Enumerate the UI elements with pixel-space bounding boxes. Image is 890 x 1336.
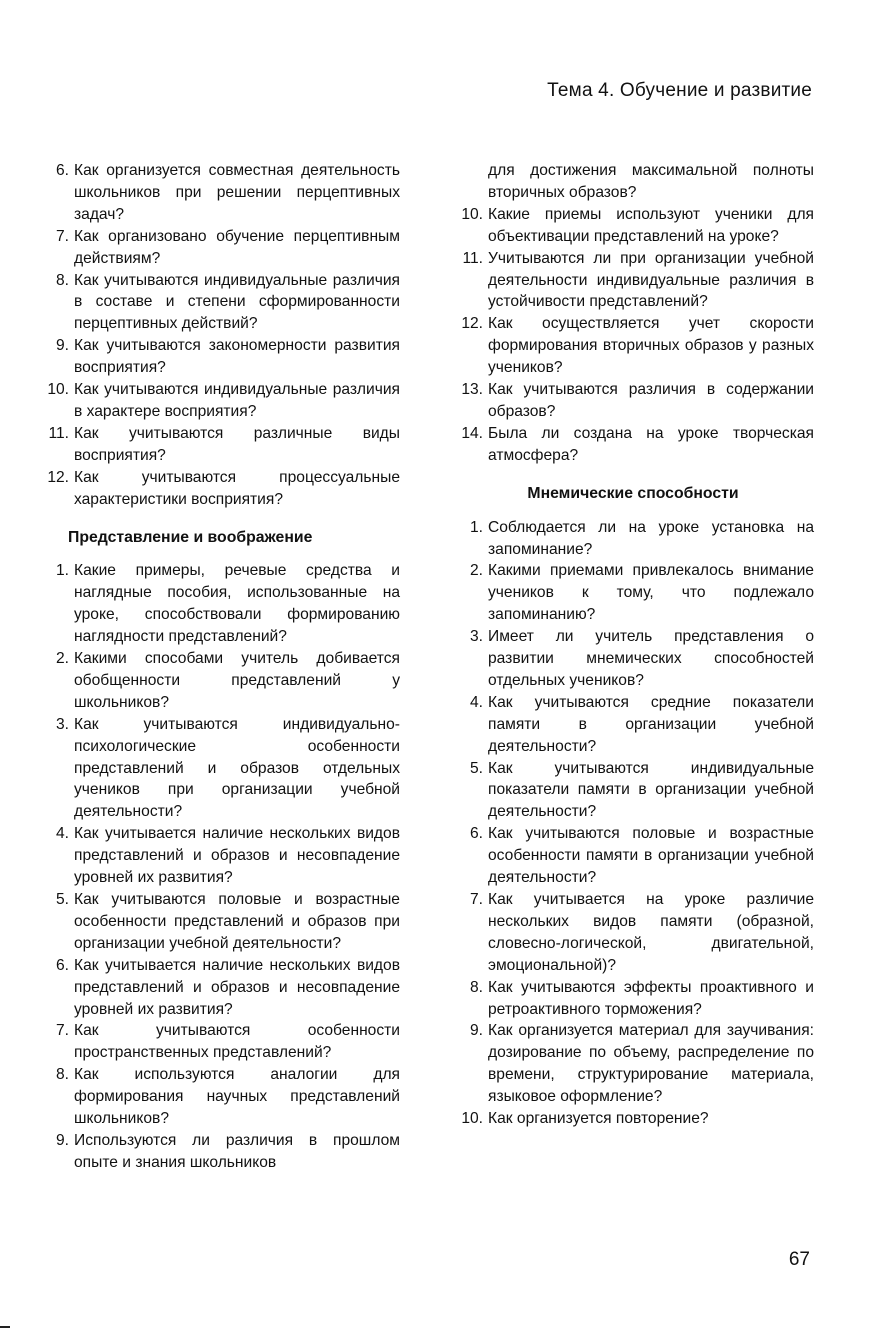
section-title-representation: Представление и воображение <box>68 528 313 546</box>
item-text: Как учитывается наличие нескольких видов представлений и образов и несовпадение уровней их развития? <box>74 956 400 1018</box>
list-item <box>38 379 400 423</box>
item-text: Соблюдается ли на уроке установка на запоминание? <box>488 518 814 558</box>
item-text: Имеет ли учитель представления о развитии мнемических способностей отдельных учеников? <box>488 628 814 689</box>
item-text: Используются ли различия в прошлом опыте и знания школьников <box>74 1131 400 1171</box>
list-item <box>452 517 814 561</box>
page-number: 67 <box>788 1249 810 1270</box>
item-number: 1. <box>55 562 69 580</box>
list-item <box>452 1020 814 1108</box>
item-text: Как организуется материал для заучивания: дозирование по объему, распределение по времени, структурирование материала, языковое оформление? <box>488 1022 814 1106</box>
item-text: Как учитываются особенности пространственных представлений? <box>74 1022 400 1062</box>
list-item <box>38 335 400 379</box>
list-item <box>38 648 400 714</box>
item-text: Как учитываются средние показатели памяти в организации учебной деятельности? <box>488 693 814 755</box>
scan-edge-mark <box>0 1326 10 1328</box>
list-item <box>38 560 400 648</box>
list-item <box>38 823 400 889</box>
item-text: Как учитывается наличие нескольких видов представлений и образов и несовпадение уровней их развития? <box>74 825 400 887</box>
item-text: Как учитываются закономерности развития восприятия? <box>74 337 400 377</box>
list-item <box>38 1130 400 1174</box>
representation-list-continued <box>452 204 814 467</box>
item-number: 6. <box>55 162 69 179</box>
section-title-mnemonic: Мнемические способности <box>527 484 739 502</box>
item-number: 10. <box>461 1110 483 1128</box>
item-number: 9. <box>55 1131 69 1149</box>
item-number: 14. <box>461 424 483 442</box>
item-number: 5. <box>469 759 483 777</box>
list-item <box>38 270 400 336</box>
item-text: Была ли создана на уроке творческая атмосфера? <box>488 424 814 464</box>
item-text: Как учитываются половые и возрастные особенности памяти в организации учебной деятельности? <box>488 825 814 887</box>
list-item <box>452 626 814 692</box>
list-item <box>452 423 814 467</box>
item-number: 8. <box>55 1066 69 1084</box>
item-text: Какие примеры, речевые средства и наглядные пособия, использованные на уроке, способствовали формированию наглядности представлений? <box>74 562 400 646</box>
item-text: Как учитываются процессуальные характеристики восприятия? <box>74 468 400 508</box>
list-item <box>452 248 814 314</box>
item-number: 3. <box>55 715 69 733</box>
item-text: Как учитываются индивидуально-психологические особенности представлений и образов отдельных учеников при организации учебной деятельности? <box>74 715 400 821</box>
item-number: 5. <box>55 891 69 908</box>
item-text: Как организуется совместная деятельность школьников при решении перцептивных задач? <box>74 162 400 223</box>
continuation-text: для достижения максимальной полноты вторичных образов? <box>488 162 814 201</box>
item-text: Какими приемами привлекалось внимание учеников к тому, что подлежало запоминанию? <box>488 562 814 624</box>
item-text: Учитываются ли при организации учебной деятельности индивидуальные различия в устойчивости представлений? <box>488 249 814 311</box>
item-number: 11. <box>462 249 483 267</box>
item-number: 13. <box>461 381 483 399</box>
item-text: Как учитываются индивидуальные показатели памяти в организации учебной деятельности? <box>488 759 814 821</box>
list-item <box>452 1108 814 1130</box>
list-item <box>452 313 814 379</box>
list-item <box>38 160 400 226</box>
item-number: 7. <box>469 891 483 908</box>
left-column <box>38 160 400 1174</box>
item-text: Как учитываются различия в содержании образов? <box>488 381 814 420</box>
perception-list <box>38 160 400 511</box>
item-number: 4. <box>55 825 69 843</box>
item-number: 2. <box>55 650 69 668</box>
item-text: Как учитываются индивидуальные различия в характере восприятия? <box>74 381 400 420</box>
item-number: 1. <box>469 518 483 536</box>
item-text: Как учитываются эффекты проактивного и ретроактивного торможения? <box>488 978 814 1018</box>
item-text: Как учитывается на уроке различие нескольких видов памяти (образной, словесно-логической, двигательной, эмоциональной)? <box>488 891 814 974</box>
item-text: Как организовано обучение перцептивным действиям? <box>74 227 400 267</box>
representation-list <box>38 560 400 1173</box>
item-number: 6. <box>55 956 69 974</box>
list-item <box>38 714 400 824</box>
item-number: 4. <box>469 693 483 711</box>
list-item <box>38 889 400 955</box>
item-number: 7. <box>55 1022 69 1040</box>
list-item <box>452 379 814 423</box>
item-text: Как учитываются половые и возрастные особенности представлений и образов при организации учебной деятельности? <box>74 891 400 952</box>
item-number: 6. <box>469 825 483 843</box>
list-item <box>452 204 814 248</box>
list-item <box>452 758 814 824</box>
item-number: 11. <box>48 424 69 442</box>
list-item <box>38 955 400 1021</box>
list-item <box>452 692 814 758</box>
mnemonic-list <box>452 517 814 1130</box>
list-item <box>452 977 814 1021</box>
item-number: 10. <box>461 205 483 223</box>
item-number: 2. <box>469 562 483 580</box>
item-text: Как используются аналогии для формирования научных представлений школьников? <box>74 1066 400 1128</box>
running-head: Тема 4. Обучение и развитие <box>547 80 812 101</box>
list-item <box>38 1064 400 1130</box>
item-text: Как учитываются индивидуальные различия в составе и степени сформированности перцептивных действий? <box>74 271 400 333</box>
list-item <box>38 1020 400 1064</box>
item-number: 10. <box>47 381 69 399</box>
list-item <box>452 823 814 889</box>
list-item <box>452 889 814 977</box>
item-number: 12. <box>461 315 483 333</box>
item-text: Как учитываются различные виды восприятия? <box>74 424 400 464</box>
item-number: 12. <box>47 468 69 486</box>
item-number: 8. <box>55 271 69 289</box>
item-text: Как организуется повторение? <box>488 1110 709 1128</box>
item-number: 7. <box>55 227 69 245</box>
item-number: 9. <box>469 1022 483 1040</box>
item-number: 3. <box>469 628 483 646</box>
item-text: Как осуществляется учет скорости формирования вторичных образов у разных учеников? <box>488 315 814 377</box>
item-text: Какими способами учитель добивается обобщенности представлений у школьников? <box>74 650 400 711</box>
list-item <box>38 423 400 467</box>
list-item <box>452 560 814 626</box>
item-text: Какие приемы используют ученики для объективации представлений на уроке? <box>488 205 814 245</box>
right-column <box>452 160 814 1130</box>
list-item <box>38 467 400 511</box>
list-item <box>38 226 400 270</box>
item-number: 8. <box>469 978 483 996</box>
item-number: 9. <box>55 337 69 355</box>
